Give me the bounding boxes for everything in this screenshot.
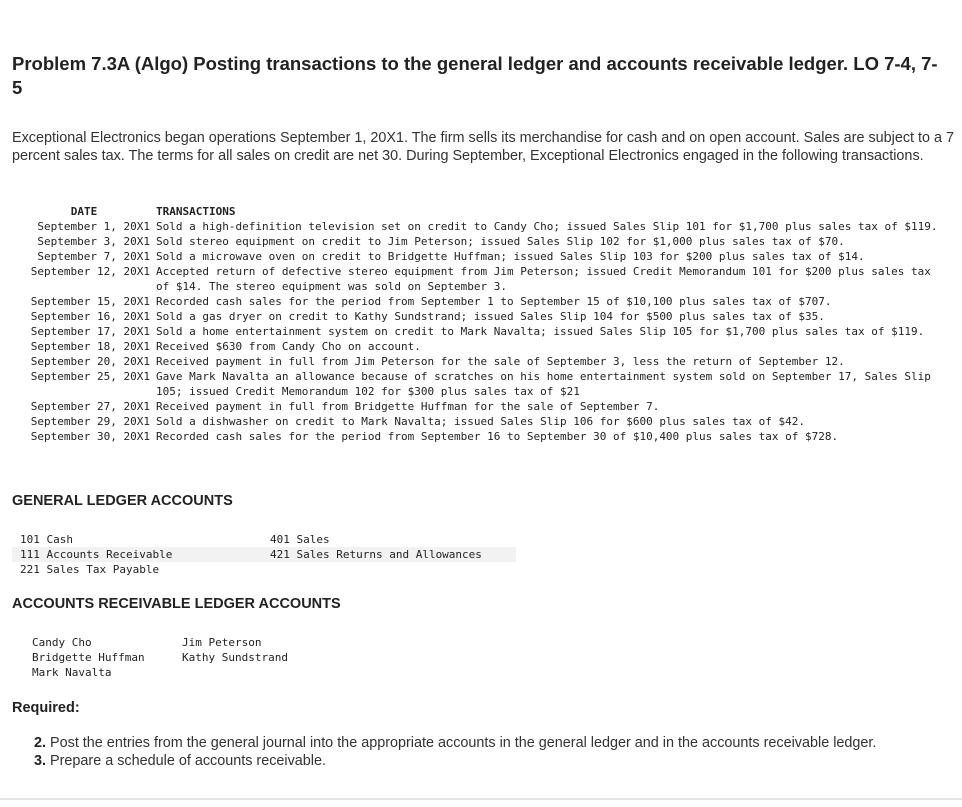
transaction-date: September 12, 20X1 — [30, 265, 150, 278]
transaction-date: September 30, 20X1 — [30, 430, 150, 443]
table-row — [12, 249, 948, 264]
transactions-column-header: TRANSACTIONS — [156, 205, 236, 218]
bottom-divider — [0, 798, 962, 800]
required-item — [34, 752, 934, 770]
ar-ledger-heading: ACCOUNTS RECEIVABLE LEDGER ACCOUNTS — [12, 596, 341, 612]
transaction-date: September 17, 20X1 — [30, 325, 150, 338]
problem-title: Problem 7.3A (Algo) Posting transactions to the general ledger and accounts receivable ledger. LO 7-4, 7-5 — [12, 53, 938, 98]
table-row — [12, 547, 516, 562]
table-row — [12, 429, 948, 444]
transaction-description: Received payment in full from Bridgette Huffman for the sale of September 7. — [156, 400, 660, 413]
required-item-text: Post the entries from the general journal into the appropriate accounts in the general ledger and in the accounts receivable ledger. — [50, 735, 877, 751]
table-row — [12, 324, 948, 339]
transaction-description: Sold a dishwasher on credit to Mark Navalta; issued Sales Slip 106 for $600 plus sales tax of $42. — [156, 415, 806, 428]
general-ledger-accounts-table — [12, 532, 516, 577]
required-item-number: 2. — [34, 735, 47, 751]
account-item: 421 Sales Returns and Allowances — [262, 547, 516, 562]
transaction-date: September 27, 20X1 — [30, 400, 150, 413]
customer-account: Kathy Sundstrand — [182, 651, 288, 664]
account-item: 101 Cash — [20, 533, 73, 546]
ar-ledger-accounts-table — [24, 635, 296, 680]
customer-account: Mark Navalta — [32, 666, 112, 679]
table-row — [12, 532, 516, 547]
table-row — [12, 399, 948, 414]
account-item: 221 Sales Tax Payable — [20, 563, 160, 576]
transaction-date: September 1, 20X1 — [37, 220, 150, 233]
table-row — [12, 339, 948, 354]
table-row — [12, 234, 948, 249]
transaction-date: September 7, 20X1 — [37, 250, 150, 263]
transaction-description: Received payment in full from Jim Peterson for the sale of September 3, less the return of September 12. — [156, 355, 845, 368]
transaction-description: Gave Mark Navalta an allowance because of scratches on his home entertainment system sold on September 17, Sales Slip 105; issued Credit Memorandum 102 for $300 plus sales tax of $21 — [156, 370, 931, 398]
transaction-description: Accepted return of defective stereo equipment from Jim Peterson; issued Credit Memorandum 101 for $200 plus sales tax of $14. The stereo equipment was sold on September 3. — [156, 265, 931, 293]
transaction-description: Received $630 from Candy Cho on account. — [156, 340, 421, 353]
account-item — [262, 562, 516, 577]
table-row — [24, 635, 296, 650]
transaction-description: Sold a high-definition television set on credit to Candy Cho; issued Sales Slip 101 for $1,700 plus sales tax of $119. — [156, 220, 938, 233]
problem-intro: Exceptional Electronics began operations September 1, 20X1. The firm sells its merchandise for cash and on open account. Sales are subject to a 7 percent sales tax. The terms for all sales on credit are net 30. During September, Exceptional Electronics engaged in the following transactions. — [12, 130, 955, 164]
table-row — [24, 650, 296, 665]
table-row — [12, 294, 948, 309]
transaction-date: September 15, 20X1 — [30, 295, 150, 308]
customer-account: Bridgette Huffman — [32, 651, 145, 664]
transaction-description: Recorded cash sales for the period from September 16 to September 30 of $10,400 plus sales tax of $728. — [156, 430, 839, 443]
transaction-description: Recorded cash sales for the period from September 1 to September 15 of $10,100 plus sales tax of $707. — [156, 295, 832, 308]
table-row — [12, 309, 948, 324]
required-item-number: 3. — [34, 753, 47, 769]
transaction-date: September 25, 20X1 — [30, 370, 150, 383]
table-row — [12, 562, 516, 577]
transaction-date: September 29, 20X1 — [30, 415, 150, 428]
transaction-description: Sold stereo equipment on credit to Jim Peterson; issued Sales Slip 102 for $1,000 plus sales tax of $70. — [156, 235, 845, 248]
table-row — [12, 369, 948, 399]
customer-account: Candy Cho — [32, 636, 92, 649]
customer-account — [174, 665, 296, 680]
required-heading: Required: — [12, 700, 80, 716]
table-row — [12, 219, 948, 234]
required-item-text: Prepare a schedule of accounts receivable. — [50, 753, 327, 769]
table-row — [12, 414, 948, 429]
required-item — [34, 734, 934, 752]
general-ledger-heading: GENERAL LEDGER ACCOUNTS — [12, 493, 233, 509]
transaction-date: September 20, 20X1 — [30, 355, 150, 368]
transactions-table — [12, 204, 948, 444]
customer-account: Jim Peterson — [182, 636, 262, 649]
required-list — [34, 734, 934, 770]
transaction-date: September 3, 20X1 — [37, 235, 150, 248]
table-row — [24, 665, 296, 680]
date-column-header: DATE — [70, 205, 98, 218]
account-item: 401 Sales — [270, 533, 330, 546]
account-item: 111 Accounts Receivable — [12, 547, 262, 562]
transaction-date: September 18, 20X1 — [30, 340, 150, 353]
transaction-description: Sold a home entertainment system on credit to Mark Navalta; issued Sales Slip 105 for $1,700 plus sales tax of $119. — [156, 325, 925, 338]
transaction-date: September 16, 20X1 — [30, 310, 150, 323]
transaction-description: Sold a gas dryer on credit to Kathy Sundstrand; issued Sales Slip 104 for $500 plus sales tax of $35. — [156, 310, 825, 323]
table-row — [12, 264, 948, 294]
table-row — [12, 354, 948, 369]
transaction-description: Sold a microwave oven on credit to Bridgette Huffman; issued Sales Slip 103 for $200 plus sales tax of $14. — [156, 250, 865, 263]
